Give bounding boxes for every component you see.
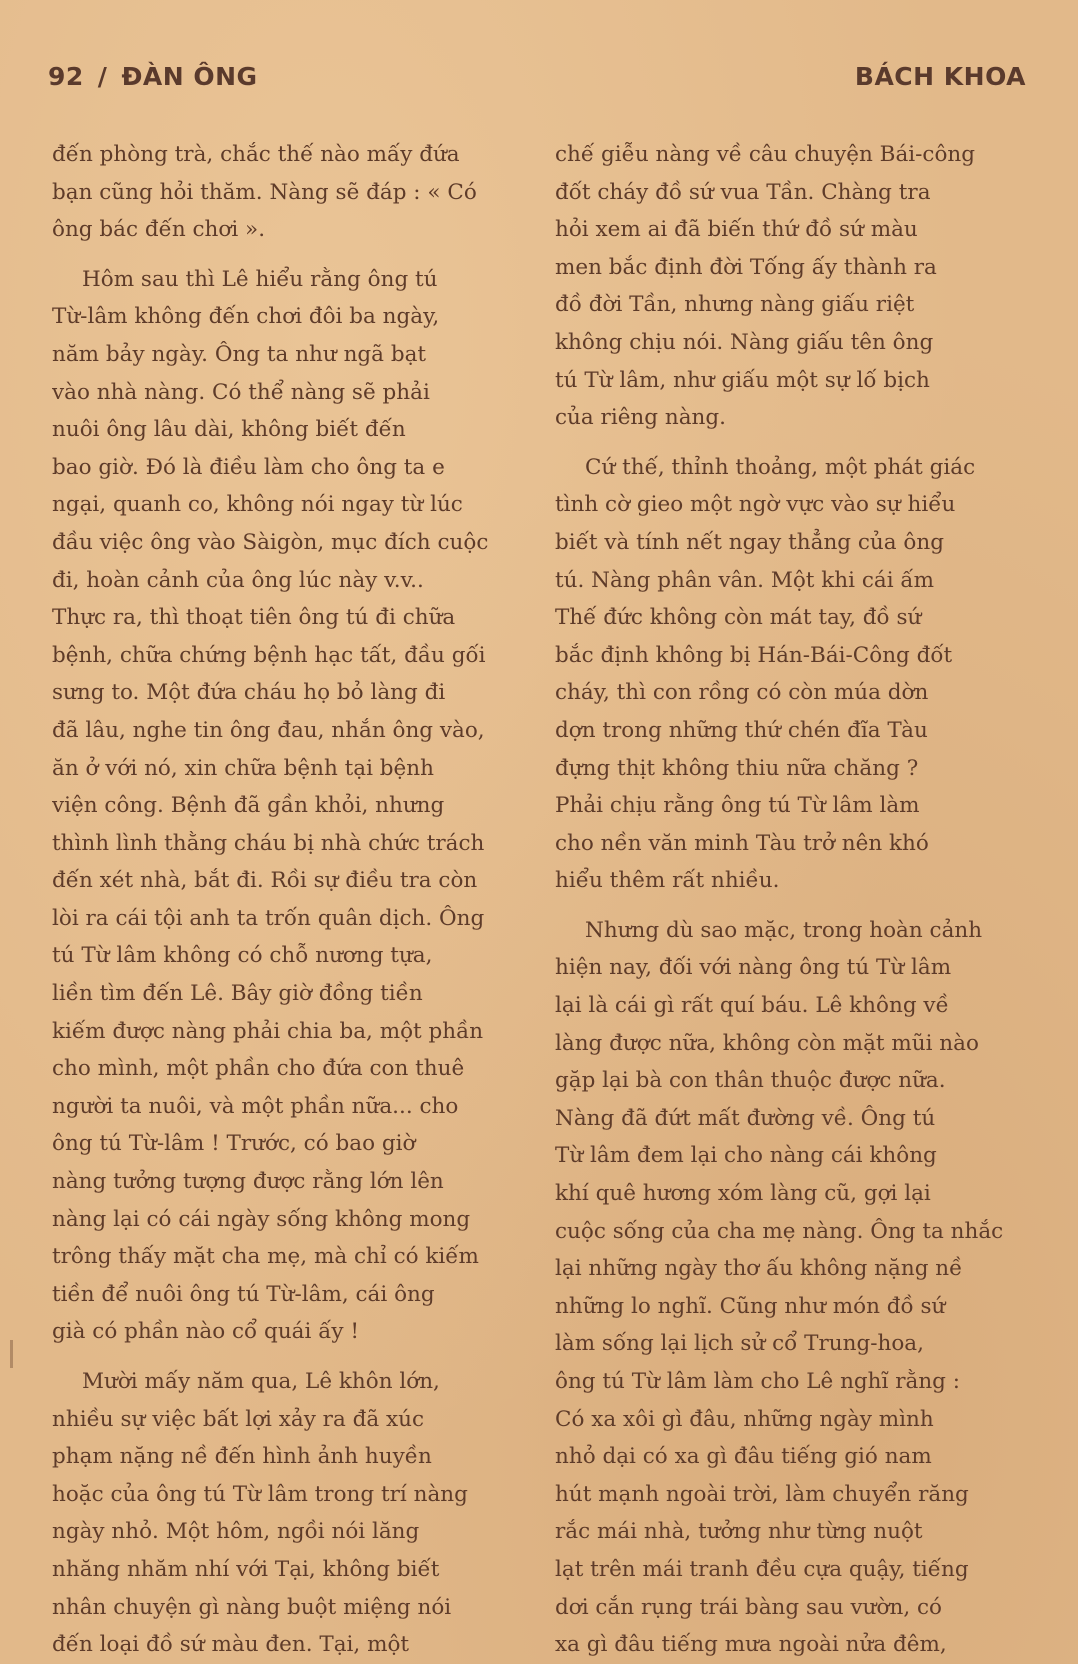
- left-column-paragraph: [52, 261, 522, 1351]
- paragraph-gap: [555, 437, 1025, 449]
- text-line: nhân chuyện gì nàng buột miệng nói: [52, 1594, 452, 1620]
- right-column-paragraph: [555, 449, 1025, 900]
- text-line: không chịu nói. Nàng giấu tên ông: [555, 329, 934, 355]
- text-line: cháy, thì con rồng có còn múa dờn: [555, 680, 929, 706]
- text-line: xa gì đâu tiếng mưa ngoài nửa đêm,: [555, 1632, 947, 1658]
- text-line: Từ-lâm không đến chơi đôi ba ngày,: [52, 304, 440, 330]
- text-line: Thế đức không còn mát tay, đồ sứ: [555, 605, 922, 631]
- text-line: lòi ra cái tội anh ta trốn quân dịch. Ông: [52, 905, 485, 931]
- text-line: vào nhà nàng. Có thể nàng sẽ phải: [52, 379, 430, 405]
- text-line: bệnh, chữa chứng bệnh hạc tất, đầu gối: [52, 642, 486, 668]
- text-line: bạn cũng hỏi thăm. Nàng sẽ đáp : « Có: [52, 179, 477, 205]
- text-line: cuộc sống của cha mẹ nàng. Ông ta nhắc: [555, 1218, 1004, 1244]
- text-line: đầu việc ông vào Sàigòn, mục đích cuộc: [52, 529, 489, 555]
- text-line: bắc định không bị Hán-Bái-Công đốt: [555, 642, 953, 668]
- text-line: nàng tưởng tượng được rằng lớn lên: [52, 1169, 444, 1195]
- text-line: thình lình thằng cháu bị nhà chức trách: [52, 830, 485, 856]
- text-line: Phải chịu rằng ông tú Từ lâm làm: [555, 793, 920, 819]
- magazine-title: BÁCH KHOA: [854, 62, 1026, 91]
- running-head-left: [48, 62, 258, 91]
- text-line: lại là cái gì rất quí báu. Lê không về: [555, 993, 949, 1019]
- text-line: phạm nặng nề đến hình ảnh huyền: [52, 1444, 432, 1470]
- header-separator: /: [97, 62, 108, 91]
- text-line: tình cờ gieo một ngờ vực vào sự hiểu: [555, 492, 956, 518]
- text-line: nuôi ông lâu dài, không biết đến: [52, 417, 406, 443]
- text-line: chế giễu nàng về câu chuyện Bái-công: [555, 142, 975, 167]
- paragraph-gap: [52, 249, 522, 261]
- text-line: hoặc của ông tú Từ lâm trong trí nàng: [52, 1481, 468, 1507]
- text-line: của riêng nàng.: [555, 405, 726, 431]
- running-head: [48, 62, 1026, 94]
- text-line: đến loại đồ sứ màu đen. Tại, một: [52, 1632, 410, 1658]
- text-line: ông tú Từ lâm làm cho Lê nghĩ rằng :: [555, 1369, 961, 1394]
- text-line: gặp lại bà con thân thuộc được nữa.: [555, 1068, 946, 1094]
- right-column-paragraph: [555, 136, 1025, 437]
- text-line: nhăng nhăm nhí với Tại, không biết: [52, 1556, 440, 1582]
- left-column-paragraph: [52, 136, 522, 249]
- text-line: Nàng đã đứt mất đường về. Ông tú: [555, 1105, 936, 1131]
- text-line: hút mạnh ngoài trời, làm chuyển răng: [555, 1481, 969, 1507]
- right-column-paragraph: [555, 912, 1025, 1664]
- text-line: năm bảy ngày. Ông ta như ngã bạt: [52, 341, 427, 367]
- text-line: ăn ở với nó, xin chữa bệnh tại bệnh: [52, 755, 434, 781]
- text-line: đốt cháy đồ sứ vua Tần. Chàng tra: [555, 179, 931, 205]
- text-line: nàng lại có cái ngày sống không mong: [52, 1206, 471, 1232]
- text-line: đến phòng trà, chắc thế nào mấy đứa: [52, 142, 460, 167]
- text-line: ông bác đến chơi ».: [52, 217, 266, 243]
- text-line: ngày nhỏ. Một hôm, ngồi nói lăng: [52, 1519, 420, 1545]
- text-line: lại những ngày thơ ấu không nặng nề: [555, 1256, 963, 1282]
- right-column: [555, 136, 1025, 1664]
- paragraph-gap: [555, 900, 1025, 912]
- chapter-title: ĐÀN ÔNG: [121, 62, 258, 91]
- text-line: cho mình, một phần cho đứa con thuê: [52, 1056, 465, 1082]
- text-line: biết và tính nết ngay thẳng của ông: [555, 529, 944, 555]
- text-line: nhỏ dại có xa gì đâu tiếng gió nam: [555, 1444, 932, 1470]
- text-line: khí quê hương xóm làng cũ, gợi lại: [555, 1181, 931, 1207]
- text-line: Mười mấy năm qua, Lê khôn lớn,: [82, 1369, 440, 1394]
- text-line: liền tìm đến Lê. Bây giờ đồng tiền: [52, 981, 423, 1007]
- left-column-paragraph: [52, 1363, 522, 1664]
- text-line: Cứ thế, thỉnh thoảng, một phát giác: [585, 454, 976, 480]
- text-line: rắc mái nhà, tưởng như từng nuột: [555, 1519, 923, 1545]
- text-line: men bắc định đời Tống ấy thành ra: [555, 254, 937, 280]
- text-line: người ta nuôi, và một phần nữa... cho: [52, 1093, 459, 1119]
- text-line: đã lâu, nghe tin ông đau, nhắn ông vào,: [52, 717, 485, 743]
- text-line: đi, hoàn cảnh của ông lúc này v.v..: [52, 567, 424, 593]
- text-line: cho nền văn minh Tàu trở nên khó: [555, 830, 929, 856]
- text-line: tú. Nàng phân vân. Một khi cái ấm: [555, 567, 934, 593]
- text-line: trông thấy mặt cha mẹ, mà chỉ có kiếm: [52, 1244, 479, 1270]
- text-line: hiểu thêm rất nhiều.: [555, 868, 780, 894]
- text-line: bao giờ. Đó là điều làm cho ông ta e: [52, 454, 445, 480]
- text-line: Hôm sau thì Lê hiểu rằng ông tú: [82, 266, 438, 292]
- text-line: ngại, quanh co, không nói ngay từ lúc: [52, 492, 463, 518]
- page-edge-mark: [10, 1340, 13, 1368]
- left-column: [52, 136, 522, 1664]
- text-line: Từ lâm đem lại cho nàng cái không: [555, 1143, 937, 1169]
- text-line: hỏi xem ai đã biến thứ đồ sứ màu: [555, 217, 918, 243]
- text-line: dơi cắn rụng trái bàng sau vườn, có: [555, 1594, 942, 1620]
- text-line: già có phần nào cổ quái ấy !: [52, 1319, 359, 1345]
- text-line: hiện nay, đối với nàng ông tú Từ lâm: [555, 955, 952, 981]
- paragraph-gap: [52, 1351, 522, 1363]
- text-line: tiền để nuôi ông tú Từ-lâm, cái ông: [52, 1281, 435, 1307]
- text-line: làm sống lại lịch sử cổ Trung-hoa,: [555, 1331, 924, 1357]
- text-line: dợn trong những thứ chén đĩa Tàu: [555, 717, 928, 743]
- text-line: đựng thịt không thiu nữa chăng ?: [555, 755, 919, 781]
- text-line: Nhưng dù sao mặc, trong hoàn cảnh: [585, 917, 983, 943]
- text-line: sưng to. Một đứa cháu họ bỏ làng đi: [52, 680, 446, 706]
- text-line: kiếm được nàng phải chia ba, một phần: [52, 1018, 484, 1044]
- text-line: nhiều sự việc bất lợi xảy ra đã xúc: [52, 1406, 425, 1432]
- text-line: tú Từ lâm không có chỗ nương tựa,: [52, 943, 433, 969]
- text-line: Có xa xôi gì đâu, những ngày mình: [555, 1406, 934, 1432]
- text-line: những lo nghĩ. Cũng như món đồ sứ: [555, 1293, 946, 1319]
- text-line: làng được nữa, không còn mặt mũi nào: [555, 1030, 979, 1056]
- text-line: đến xét nhà, bắt đi. Rồi sự điều tra còn: [52, 868, 478, 894]
- text-line: lạt trên mái tranh đều cựa quậy, tiếng: [555, 1556, 969, 1582]
- text-line: Thực ra, thì thoạt tiên ông tú đi chữa: [52, 605, 456, 631]
- text-line: ông tú Từ-lâm ! Trước, có bao giờ: [52, 1131, 416, 1157]
- text-line: tú Từ lâm, như giấu một sự lố bịch: [555, 367, 930, 393]
- text-line: viện công. Bệnh đã gần khỏi, nhưng: [52, 793, 445, 819]
- text-line: đồ đời Tần, nhưng nàng giấu riệt: [555, 292, 915, 318]
- page-number: 92: [48, 62, 84, 91]
